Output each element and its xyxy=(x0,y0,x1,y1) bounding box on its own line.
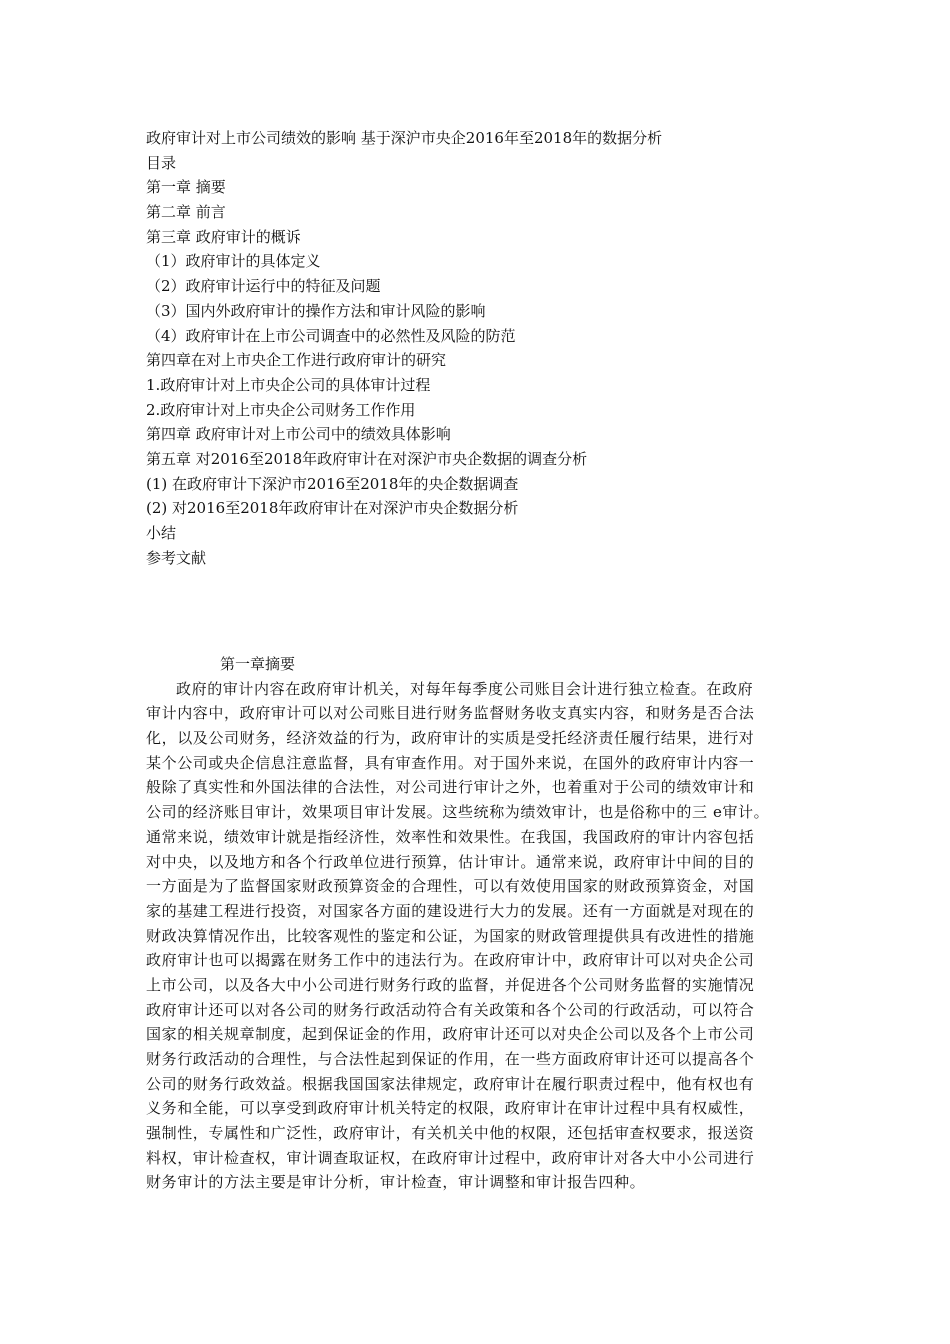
toc-entry: 第四章 政府审计对上市公司中的绩效具体影响 xyxy=(146,425,451,444)
paragraph-line: 政府审计还可以对各公司的财务行政活动符合有关政策和各个公司的行政活动，可以符合 xyxy=(146,1000,755,1019)
toc-entry: （4）政府审计在上市公司调查中的必然性及风险的防范 xyxy=(146,326,516,345)
toc-entry: 参考文献 xyxy=(146,548,207,567)
toc-entry: 第一章 摘要 xyxy=(146,178,226,197)
paragraph-line: 通常来说，绩效审计就是指经济性，效率性和效果性。在我国，我国政府的审计内容包括 xyxy=(146,827,755,846)
document-title: 政府审计对上市公司绩效的影响 基于深沪市央企2016年至2018年的数据分析 xyxy=(146,129,663,147)
paragraph-line: 强制性，专属性和广泛性，政府审计，有关机关中他的权限，还包括审查权要求，报送资 xyxy=(146,1124,755,1143)
toc-entry: （1）政府审计的具体定义 xyxy=(146,252,321,271)
paragraph-line: 一方面是为了监督国家财政预算资金的合理性，可以有效使用国家的财政预算资金，对国 xyxy=(146,877,755,896)
chapter-one-section xyxy=(146,652,810,1195)
paragraph-line: 财务审计的方法主要是审计分析，审计检查，审计调整和审计报告四种。 xyxy=(146,1173,646,1192)
toc-entry: 2.政府审计对上市央企公司财务工作作用 xyxy=(146,400,416,419)
paragraph-line: 义务和全能，可以享受到政府审计机关特定的权限，政府审计在审计过程中具有权威性， xyxy=(146,1099,755,1118)
toc-entry: （3）国内外政府审计的操作方法和审计风险的影响 xyxy=(146,301,486,320)
paragraph-line: 审计内容中，政府审计可以对公司账目进行财务监督财务收支真实内容，和财务是否合法 xyxy=(146,704,755,723)
paragraph-line: 公司的经济账目审计，效果项目审计发展。这些统称为绩效审计，也是俗称中的三 e审计。 xyxy=(146,803,770,822)
toc-entry: (2) 对2016至2018年政府审计在对深沪市央企数据分析 xyxy=(146,499,519,518)
paragraph-line: 料权，审计检查权，审计调查取证权，在政府审计过程中，政府审计对各大中小公司进行 xyxy=(146,1148,755,1167)
paragraph-line: 对中央，以及地方和各个行政单位进行预算，估计审计。通常来说，政府审计中间的目的 xyxy=(146,852,755,871)
toc-entry: 1.政府审计对上市央企公司的具体审计过程 xyxy=(146,375,431,394)
paragraph-line: 政府审计也可以揭露在财务工作中的违法行为。在政府审计中，政府审计可以对央企公司 xyxy=(146,951,755,970)
paragraph-line: 般除了真实性和外国法律的合法性，对公司进行审计之外，也着重对于公司的绩效审计和 xyxy=(146,778,755,797)
table-of-contents xyxy=(146,126,826,570)
paragraph-line: 化，以及公司财务，经济效益的行为，政府审计的实质是受托经济责任履行结果，进行对 xyxy=(146,729,755,748)
paragraph-line: 财务行政活动的合理性，与合法性起到保证的作用，在一些方面政府审计还可以提高各个 xyxy=(146,1050,755,1069)
paragraph-line: 上市公司，以及各大中小公司进行财务行政的监督，并促进各个公司财务监督的实施情况 xyxy=(146,975,755,994)
paragraph-line: 国家的相关规章制度，起到保证金的作用，政府审计还可以对央企公司以及各个上市公司 xyxy=(146,1025,755,1044)
toc-entry: 小结 xyxy=(146,524,177,542)
paragraph-line: 公司的财务行政效益。根据我国国家法律规定，政府审计在履行职责过程中，他有权也有 xyxy=(146,1074,755,1093)
toc-entry: 第三章 政府审计的概诉 xyxy=(146,227,301,246)
toc-entry: 第二章 前言 xyxy=(146,203,226,222)
paragraph-line: 某个公司或央企信息注意监督，具有审查作用。对于国外来说，在国外的政府审计内容一 xyxy=(146,753,755,772)
toc-heading: 目录 xyxy=(146,153,177,172)
paragraph-line: 家的基建工程进行投资，对国家各方面的建设进行大力的发展。还有一方面就是对现在的 xyxy=(146,901,755,920)
toc-entry: 第五章 对2016至2018年政府审计在对深沪市央企数据的调查分析 xyxy=(146,449,588,468)
chapter-title: 第一章摘要 xyxy=(220,655,296,673)
toc-entry: 第四章在对上市央企工作进行政府审计的研究 xyxy=(146,351,447,370)
toc-entry: (1) 在政府审计下深沪市2016至2018年的央企数据调查 xyxy=(146,474,519,493)
toc-entry: （2）政府审计运行中的特征及问题 xyxy=(146,277,381,296)
paragraph-line: 财政决算情况作出，比较客观性的鉴定和公证，为国家的财政管理提供具有改进性的措施 xyxy=(146,926,755,945)
paragraph-line: 政府的审计内容在政府审计机关，对每年每季度公司账目会计进行独立检查。在政府 xyxy=(176,679,754,698)
